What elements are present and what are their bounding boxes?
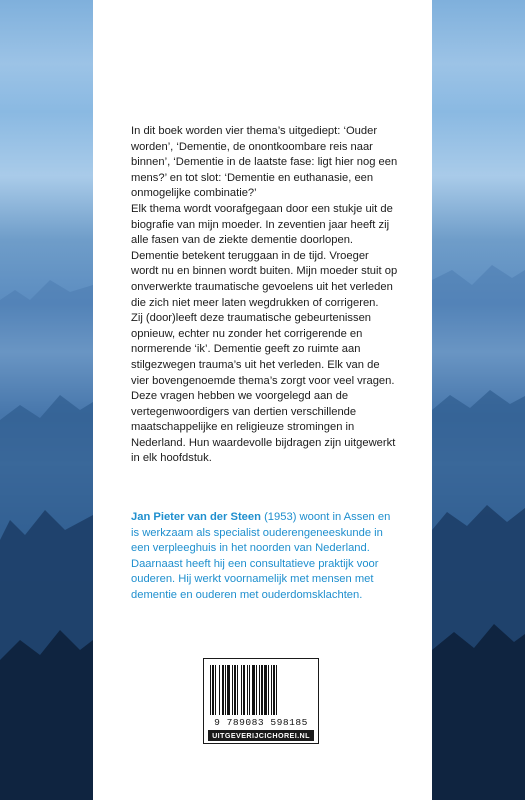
forest-image-left — [0, 0, 93, 800]
author-bio-text: (1953) woont in Assen en is werkzaam als specialist ouderengeneeskunde in een verpleeghuis in het noorden van Nederland. Daarnaast heeft hij een consultatieve praktijk voor ouderen. Hij werkt voornamelijk met mensen met dementie en ouderen met ouderdomsklachten. — [131, 511, 391, 601]
blurb-paragraph-2: Elk thema wordt voorafgegaan door een stukje uit de biografie van mijn moeder. In zeventien jaar heeft zij alle fasen van de ziekte dementie doorlopen. Dementie betekent teruggaan in de tijd. Vroeger wordt nu en binnen wordt buiten. Mijn moeder stuit op onverwerkte traumatische gevoelens uit het verleden die zich niet meer laten wegdrukken of corrigeren. — [131, 202, 398, 309]
publisher-url: UITGEVERIJCICHOREI.NL — [208, 730, 314, 741]
barcode — [203, 658, 319, 744]
blurb-paragraph-3: Zij (door)leeft deze traumatische gebeurtenissen opnieuw, echter nu zonder het corrigerende en normerende ‘ik’. Dementie geeft zo ruimte aan stilgezwegen trauma’s uit het verleden. Elk van de vier bovengenoemde thema’s zorgt voor veel vragen. Deze vragen hebben we voorgelegd aan de vertegenwoordigers van dertien verschillende maatschappelijke en religieuze stromingen in Nederland. Hun waardevolle bijdragen zijn uitgewerkt in elk hoofdstuk. — [131, 312, 396, 465]
back-cover-panel — [93, 0, 432, 800]
blurb-text — [131, 124, 399, 467]
forest-image-right — [432, 0, 525, 800]
blurb-paragraph-1: In dit boek worden vier thema’s uitgediept: ‘Ouder worden’, ‘Dementie, de onontkoombare reis naar binnen’, ‘Dementie in de laatste fase: ligt hier nog een mens?’ en tot slot: ‘Dementie en euthanasie, een onmogelijke combinatie?’ — [131, 125, 398, 200]
barcode-bars — [210, 665, 313, 715]
isbn-number: 9 789083 598185 — [214, 717, 308, 728]
author-name: Jan Pieter van der Steen — [131, 511, 261, 523]
author-bio — [131, 510, 399, 604]
